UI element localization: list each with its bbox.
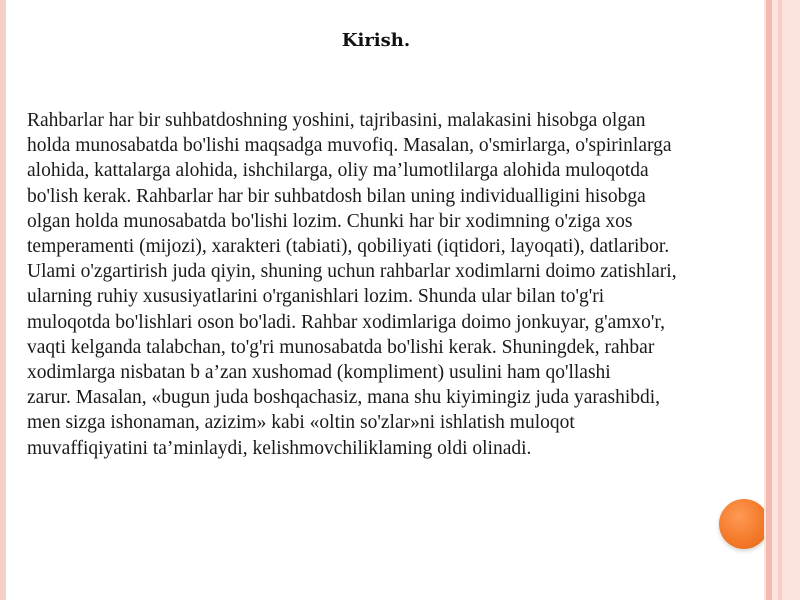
- slide-title: Kirish.: [341, 30, 411, 51]
- body-line: zarur. Masalan, «bugun juda boshqachasiz, mana shu kiyimingiz juda yarashibdi,: [27, 387, 661, 409]
- body-line: Rahbarlar har bir suhbatdoshning yoshini, tajribasini, malakasini hisobga olgan: [27, 110, 646, 131]
- body-line: men sizga ishonaman, azizim» kabi «oltin so'zlar»ni ishlatish muloqot: [27, 412, 575, 434]
- body-line: olgan holda munosabatda bo'lishi lozim. Chunki har bir xodimning o'ziga xos: [27, 210, 633, 232]
- body-line: bo'lish kerak. Rahbarlar har bir suhbatdosh bilan uning individualligini hisobga: [27, 185, 646, 207]
- body-line: ularning ruhiy xususiyatlarini o'rganishlari lozim. Shunda ular bilan to'g'ri: [27, 286, 605, 308]
- body-line: Ulami o'zgartirish juda qiyin, shuning uchun rahbarlar xodimlarni doimo zatishlari,: [27, 261, 677, 283]
- body-line: xodimlarga nisbatan b a’zan xushomad (kompliment) usulini ham qo'llashi: [27, 362, 611, 384]
- body-line: alohida, kattalarga alohida, ishchilarga, oliy ma’lumotlilarga alohida muloqotda: [27, 160, 649, 182]
- slide-body: [27, 108, 771, 461]
- body-line: muloqotda bo'lishlari oson bo'ladi. Rahbar xodimlariga doimo jonkuyar, g'amxo'r,: [27, 311, 666, 333]
- body-line: temperamenti (mijozi), xarakteri (tabiati), qobiliyati (iqtidori, layoqati), datlaribor.: [27, 236, 670, 258]
- body-line: muvaffiqiyatini ta’minlaydi, kelishmovchiliklaming oldi olinadi.: [27, 437, 532, 459]
- body-line: vaqti kelganda talabchan, to'g'ri munosabatda bo'lishi kerak. Shuningdek, rahbar: [27, 336, 655, 358]
- slide: [6, 0, 764, 600]
- body-line: holda munosabatda bo'lishi maqsadga muvofiq. Masalan, o'smirlarga, o'spirinlarga: [27, 135, 672, 157]
- orange-circle-decoration: [719, 499, 769, 549]
- right-frame-stripe: [766, 0, 772, 600]
- right-frame-border: [764, 0, 800, 600]
- right-frame-stripe: [778, 0, 782, 600]
